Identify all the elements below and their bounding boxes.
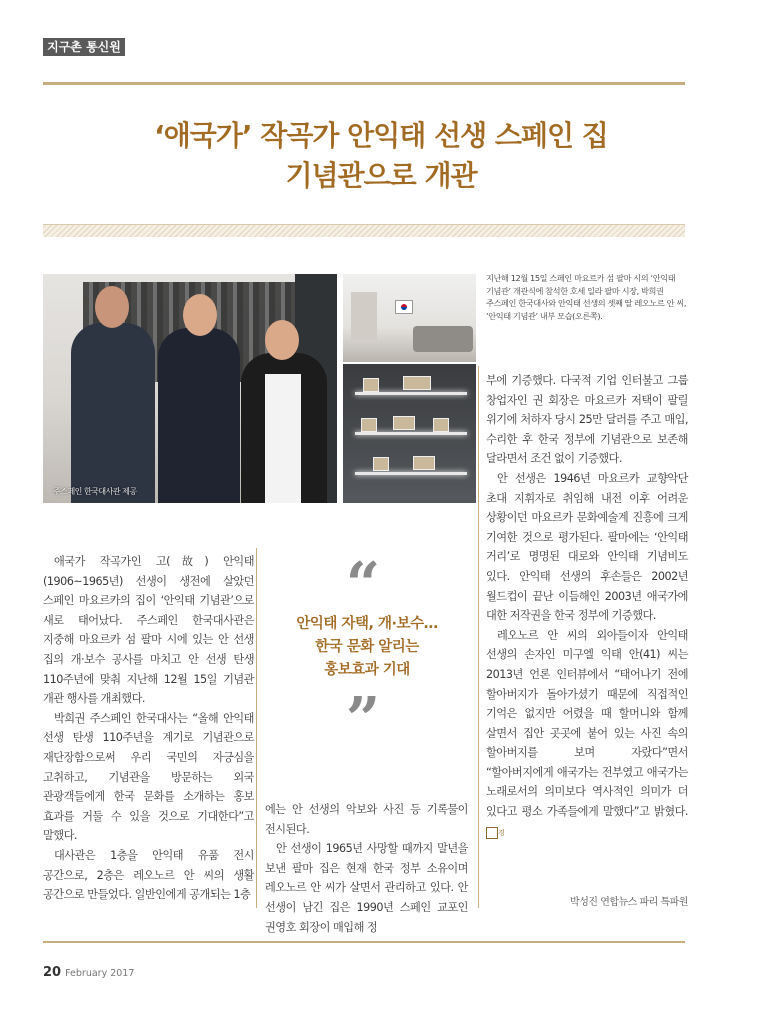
title-line-2: 기념관으로 개관 — [285, 159, 477, 192]
person-right-head — [265, 320, 299, 360]
issue-date: February 2017 — [65, 968, 135, 979]
person-left-head — [95, 286, 129, 328]
article-title — [43, 116, 719, 196]
person-center — [158, 328, 240, 503]
paragraph-text: 레오노르 안 씨의 외아들이자 안익태 선생의 손자인 미구엘 익태 안(41) 씨는 2013년 언론 인터뷰에서 “태어나기 전에 할아버지가 돌아가셨기 때문에 직접적인 기억은 없지만 어렸을 때 할머니와 함께 살면서 집안 곳곳에 붙어 있는 사진 속의 할아버지를 보며 자랐다”면서 “할아버지에게 애국가는 전부였고 애국가는 노래로서의 의미보다 역사적인 의미가 더 있다고 평소 가족들에게 말했다”고 밝혔다. — [486, 628, 688, 819]
pull-quote-line-1: 안익태 자택, 개·보수… — [296, 616, 438, 632]
page-number: 20 — [43, 965, 62, 980]
paragraph: 박희권 주스페인 한국대사는 “올해 안익태 선생 탄생 110주년을 계기로 기념관으로 재단장함으로써 우리 국민의 자긍심을 고취하고, 기념관을 방문하는 외국 관광객들에게 한국 문화를 소개하는 홍보 효과를 거둘 수 있을 것으로 기대한다”고 말했다. — [43, 711, 254, 843]
column-divider-2 — [478, 366, 479, 908]
sofa — [413, 326, 473, 352]
person-center-head — [183, 294, 217, 336]
interior-room-photo — [343, 274, 476, 362]
person-right-blouse — [265, 374, 301, 503]
photo-frame — [361, 418, 377, 432]
top-divider — [43, 82, 685, 85]
decorative-band — [43, 224, 685, 237]
photo-frame — [393, 416, 415, 430]
ceremony-photo — [43, 274, 337, 503]
paragraph: 안 선생이 1965년 사망할 때까지 말년을 보낸 팔마 집은 현재 한국 정부 소유이며 레오노르 안 씨가 살면서 관리하고 있다. 안 선생이 남긴 집은 1990년 스페인 교포인 권영호 회장이 매입해 정 — [265, 842, 468, 934]
exhibition-shelf-photo — [343, 364, 476, 503]
body-column-2 — [265, 800, 468, 937]
korean-flag — [395, 300, 413, 314]
photo-caption: 지난해 12월 15일 스페인 마요르카 섬 팔마 시의 ‘안익태 기념관’ 개관식에 참석한 호세 일라 팔마 시장, 박희권 주스페인 한국대사와 안익태 선생의 셋째 딸 레오노르 안 씨, ‘안익태 기념관’ 내부 모습(오른쪽). — [486, 273, 687, 321]
pull-quote-line-2: 한국 문화 알리는 — [315, 639, 419, 655]
pull-quote-line-3: 홍보효과 기대 — [324, 662, 410, 678]
page-footer — [43, 965, 134, 980]
bottom-divider — [43, 941, 685, 943]
column-divider-1 — [256, 548, 257, 908]
photo-credit: 주스페인 한국대사관 제공 — [53, 487, 137, 496]
paragraph: 대사관은 1층을 안익태 유품 전시 공간으로, 2층은 레오노르 안 씨의 생활 공간으로 만들었다. 일반인에게 공개되는 1층 — [43, 848, 254, 902]
photo-frame — [413, 456, 435, 470]
photo-frame — [433, 418, 449, 432]
pull-quote — [268, 613, 466, 682]
shelf — [355, 432, 467, 435]
photo-frame — [363, 378, 379, 392]
photo-frame — [403, 376, 431, 390]
shelf — [355, 392, 467, 395]
byline: 박성진 연합뉴스 파리 특파원 — [570, 897, 688, 908]
body-column-3 — [486, 371, 688, 841]
person-left — [71, 323, 155, 503]
close-quote-icon: ” — [345, 685, 381, 755]
paragraph — [486, 626, 688, 842]
doorway — [351, 292, 377, 340]
title-line-1: ‘애국가’ 작곡가 안익태 선생 스페인 집 — [154, 119, 608, 152]
shelf — [355, 472, 467, 475]
paragraph: 애국가 작곡가인 고(故) 안익태(1906~1965년) 선생이 생전에 살았던 스페인 마요르카의 집이 ‘안익태 기념관’으로 새로 태어났다. 주스페인 한국대사관은 지중해 마요르카 섬 팔마 시에 있는 안 선생 집의 개·보수 공사를 마치고 안 선생 탄생 110주년에 맞춰 지난해 12월 15일 기념관 개관 행사를 개최했다. — [43, 555, 254, 706]
photo-frame — [373, 457, 389, 471]
paragraph: 에는 안 선생의 악보와 사진 등 기록물이 전시된다. — [265, 803, 468, 836]
end-mark-icon: 경 — [486, 827, 498, 839]
section-tag: 지구촌 통신원 — [43, 38, 125, 56]
body-column-1 — [43, 552, 254, 905]
paragraph: 안 선생은 1946년 마요르카 교향악단 초대 지휘자로 취임해 내전 이후 어려운 상황이던 마요르카 문화예술계 진흥에 크게 기여한 것으로 평가된다. 팔마에는 ‘안익태 거리’로 명명된 대로와 안익태 기념비도 있다. 안익태 선생의 후손들은 2002년 월드컵이 끝난 이듬해인 2003년 애국가에 대한 저작권을 한국 정부에 기증했다. — [486, 471, 688, 623]
open-quote-icon: “ — [345, 550, 381, 620]
paragraph: 부에 기증했다. 다국적 기업 인터불고 그룹 창업자인 권 회장은 마요르카 저택이 팔릴 위기에 처하자 당시 25만 달러를 주고 매입, 수리한 후 한국 정부에 기념관으로 보존해 달라면서 조건 없이 기증했다. — [486, 374, 688, 466]
